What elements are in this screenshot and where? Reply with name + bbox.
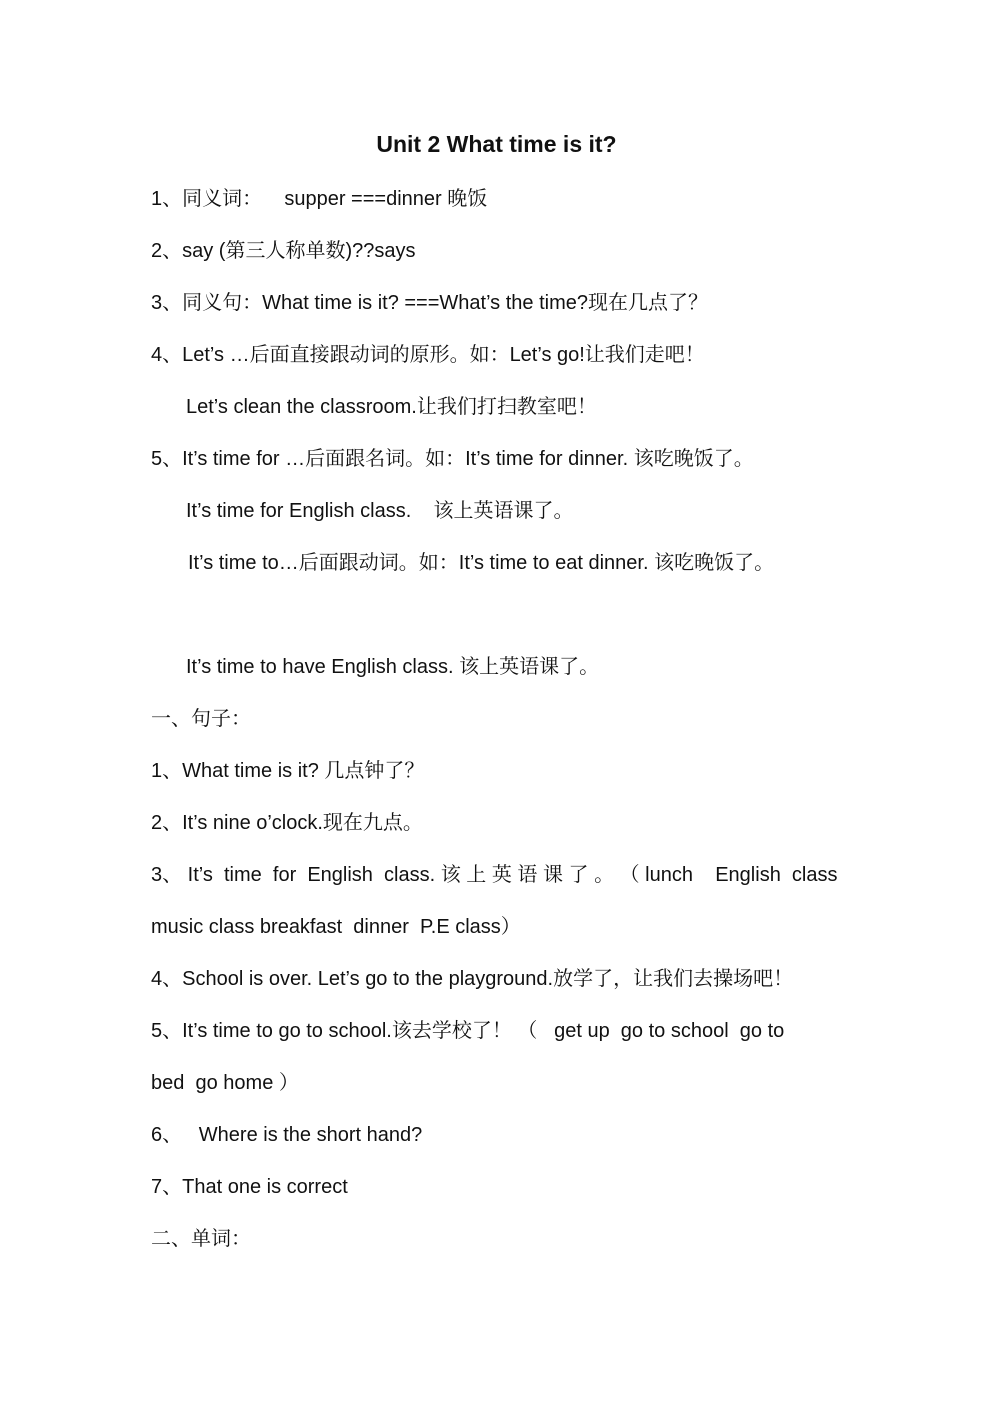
note-5-to: It’s time to…后面跟动词。如：It’s time to eat dinner. 该吃晚饭了。 (188, 552, 775, 574)
sentence-item-cont: bed go home ） (151, 1072, 299, 1094)
page-title: Unit 2 What time is it? (376, 131, 617, 157)
note-1: 1、同义词： supper ===dinner 晚饭 (151, 188, 488, 210)
sentence-item-cont: music class breakfast dinner P.E class） (151, 916, 521, 938)
note-5-example: It’s time for English class. 该上英语课了。 (186, 500, 574, 522)
sentence-item: 6、 Where is the short hand? (151, 1124, 423, 1146)
note-2: 2、say (第三人称单数)??says (151, 240, 416, 262)
sentence-item: 1、What time is it? 几点钟了？ (151, 760, 425, 782)
note-5: 5、It’s time for …后面跟名词。如：It’s time for dinner. 该吃晚饭了。 (151, 448, 754, 470)
sentence-item: 7、That one is correct (151, 1176, 348, 1198)
note-4-example: Let’s clean the classroom.让我们打扫教室吧！ (186, 396, 597, 418)
sentence-item: 2、It’s nine o’clock.现在九点。 (151, 812, 423, 834)
sentence-item: 3、 It’s time for English class. 该 上 英 语 课 了 。 （ lunch English class (151, 864, 838, 886)
sentence-item: 4、School is over. Let’s go to the playground.放学了，让我们去操场吧！ (151, 968, 794, 990)
note-3: 3、同义句：What time is it? ===What’s the time?现在几点了？ (151, 292, 709, 314)
sentence-item: 5、It’s time to go to school.该去学校了！ （ get up go to school go to (151, 1020, 785, 1042)
note-5-to-example: It’s time to have English class. 该上英语课了。 (186, 656, 600, 678)
section-heading-words: 二、单词： (151, 1228, 251, 1250)
note-4: 4、Let’s …后面直接跟动词的原形。如：Let’s go!让我们走吧！ (151, 344, 705, 366)
section-heading-sentences: 一、句子： (151, 708, 251, 730)
